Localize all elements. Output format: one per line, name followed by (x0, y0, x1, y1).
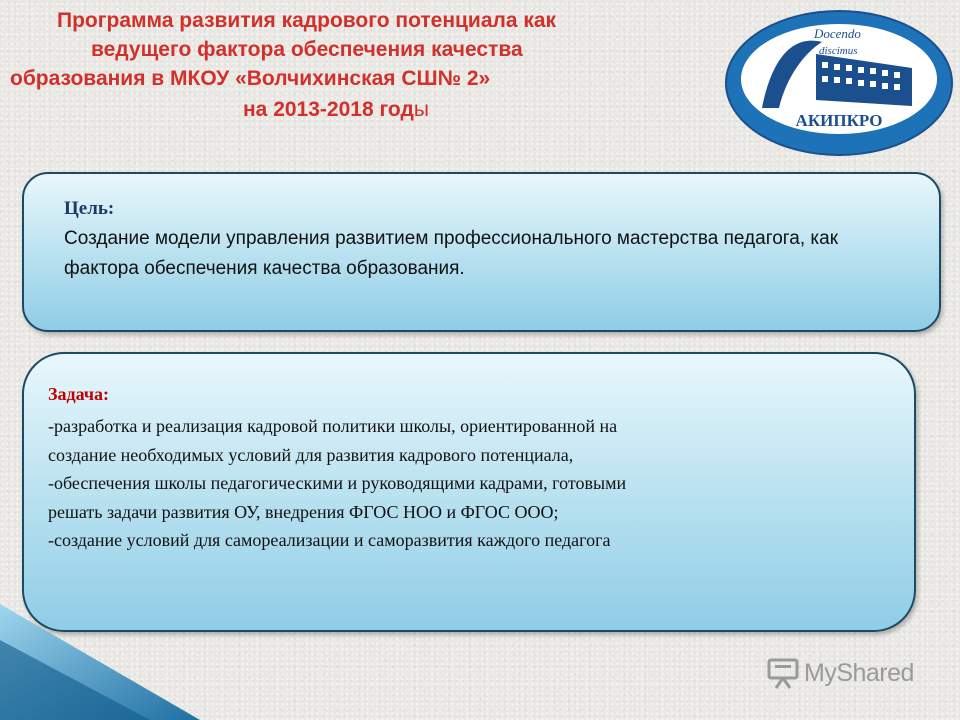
presentation-icon (766, 656, 800, 690)
corner-decoration (0, 560, 200, 720)
watermark-brand: MyShared (804, 658, 914, 687)
task-heading: Задача: (48, 384, 110, 404)
title-line-2: ведущего фактора обеспечения качества (91, 38, 523, 61)
title-line-4 (243, 95, 429, 124)
task-list (48, 412, 898, 555)
watermark (766, 656, 914, 690)
goal-heading: Цель: (64, 198, 115, 219)
goal-text: Создание модели управления развитием профессионального мастерства педагога, как фактора обеспечения качества образования. (64, 228, 839, 279)
akipkro-logo (724, 8, 954, 158)
task-line: создание необходимых условий для развития кадрового потенциала, (48, 444, 574, 465)
task-line: -создание условий для самореализации и саморазвития каждого педагога (48, 530, 611, 550)
title-years: на 2013-2018 год (243, 98, 414, 121)
logo-motto-bottom: discimus (819, 45, 858, 57)
title-years-suffix: ы (413, 98, 429, 121)
task-line: -разработка и реализация кадровой политики школы, ориентированной на (48, 416, 618, 436)
goal-box (22, 172, 941, 332)
task-line: решать задачи развития ОУ, внедрения ФГОС НОО и ФГОС ООО; (48, 501, 559, 522)
title-line-1: Программа развития кадрового потенциала как (57, 9, 557, 32)
logo-org-name: АКИПКРО (795, 111, 883, 130)
task-line: -обеспечения школы педагогическими и руководящими кадрами, готовыми (48, 473, 627, 493)
title-line-3: образования в МКОУ «Волчихинская СШ№ 2» (10, 67, 491, 90)
logo-motto-top: Docendo (814, 26, 861, 41)
